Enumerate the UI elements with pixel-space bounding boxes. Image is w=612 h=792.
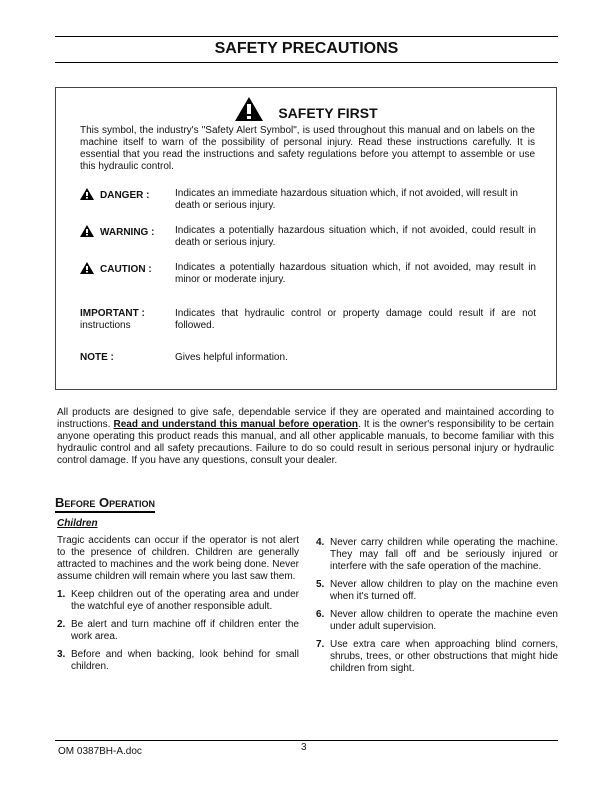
title-rule xyxy=(55,62,558,63)
list-item: 2. Be alert and turn machine off if children enter the work area. xyxy=(57,619,299,642)
footer-rule xyxy=(55,740,558,741)
safety-intro: This symbol, the industry's "Safety Alert Symbol", is used throughout this manual and on labels on the machine itself to warn of the possibility of personal injury. Read these instructions carefully. It is essential that you read the instructions and safety regulations before you attempt to assemble or use this hydraulic control. xyxy=(80,125,535,172)
list-item: 3. Before and when backing, look behind for small children. xyxy=(57,649,299,672)
safety-alert-icon xyxy=(234,96,264,122)
safety-first-heading: SAFETY FIRST xyxy=(56,96,556,123)
list-item: 5. Never allow children to play on the machine even when it's turned off. xyxy=(316,579,558,602)
list-item: 6. Never allow children to operate the machine even under adult supervision. xyxy=(316,609,558,632)
children-lead: Tragic accidents can occur if the operator is not alert to the presence of children. Children are generally attracted to machines and the work being done. Never assume children will remain where you last saw them. xyxy=(57,535,299,582)
page-number: 3 xyxy=(301,742,307,753)
intro-paragraph: All products are designed to give safe, dependable service if they are operated and maintained according to instructions. Read and understand this manual before operation. It is the owner's responsibility to be certain anyone operating this product reads this manual, and all other applicable manuals, to become familiar with this hydraulic control and all safety precautions. Failure to do so could result in serious personal injury or hydraulic control damage. If you have any questions, consult your dealer. xyxy=(57,407,554,466)
safety-alert-icon xyxy=(80,188,94,200)
page-title: SAFETY PRECAUTIONS xyxy=(214,40,399,57)
safety-alert-icon xyxy=(80,262,94,274)
subheading-children: Children xyxy=(57,518,98,529)
left-column xyxy=(57,535,299,673)
safety-first-box: SAFETY FIRST This symbol, the industry's "Safety Alert Symbol", is used throughout this manual and on labels on the machine itself to warn of the possibility of personal injury. Read these instructions carefully. It is essential that you read the instructions and safety regulations before you attempt to assemble or use this hydraulic control. DANGER : Indicates an immediate hazardous situation which, if not avoided, will result in death or serious injury. WARNING : Indicates a potentially hazardous situation which, if not avoided, could result in death or serious injury. CAUTION : Indicates a potentially hazardous situation which, if not avoided, may result in minor or moderate injury. IMPORTANT : instructions Indicates that hydraulic control or property damage could result if are not followed. NOTE : Gives helpful information. xyxy=(55,87,557,390)
list-item: 4. Never carry children while operating the machine. They may fall off and be seriously injured or interfere with the safe operation of the machine. xyxy=(316,537,558,572)
safety-alert-icon xyxy=(80,225,94,237)
section-heading: Before Operation xyxy=(55,495,155,513)
footer-doc-name: OM 0387BH-A.doc xyxy=(58,746,142,757)
right-column xyxy=(316,531,558,675)
top-rule xyxy=(55,36,558,37)
list-item: 1. Keep children out of the operating area and under the watchful eye of another responsible adult. xyxy=(57,589,299,612)
list-item: 7. Use extra care when approaching blind corners, shrubs, trees, or other obstructions that might hide children from sight. xyxy=(316,639,558,674)
